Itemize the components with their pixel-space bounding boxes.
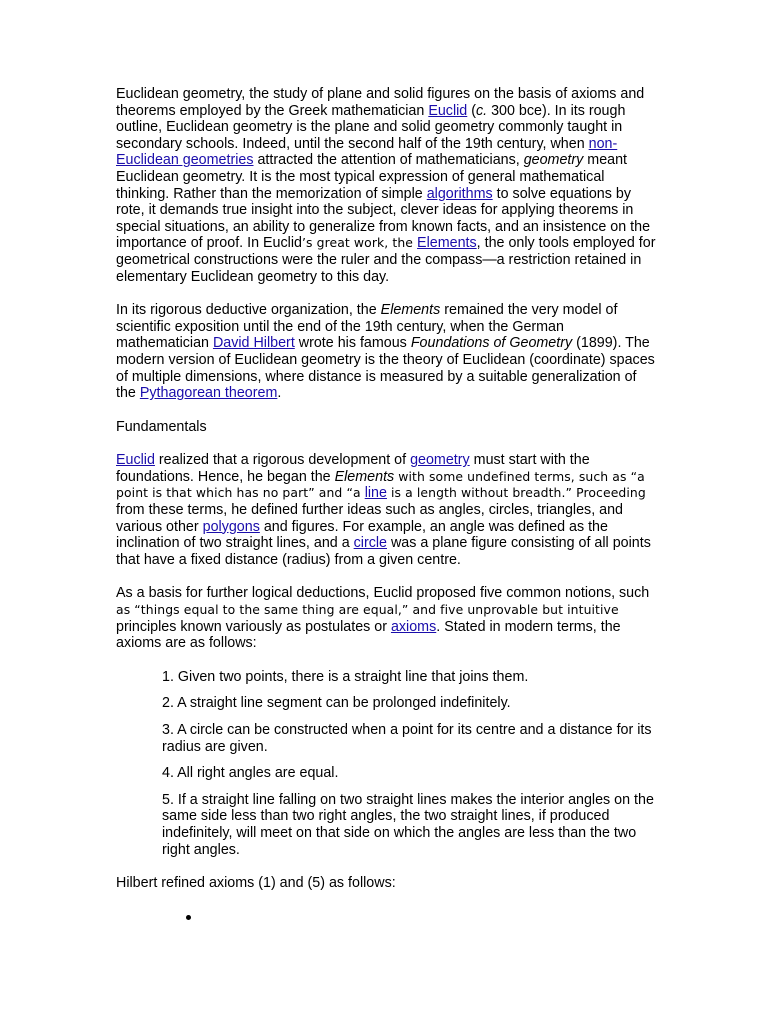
link-elements[interactable]: Elements (417, 235, 477, 252)
italic-geometry: geometry (523, 152, 584, 169)
text-run: ( (467, 102, 476, 119)
link-line[interactable]: line (364, 485, 387, 502)
italic-foundations-of-geometry: Foundations of Geometry (410, 335, 573, 352)
text-run: Euclidean geometry, the study of plane and solid figures on the basis of axioms and theorems employed by the Greek mathematician (116, 86, 645, 119)
text-run: and figures. For example, an angle was defined as the inclination of two straight lines, and a (116, 518, 608, 552)
bullet-icon (186, 915, 191, 920)
link-euclid[interactable]: Euclid (428, 102, 468, 119)
link-pythagorean-theorem[interactable]: Pythagorean theorem (139, 385, 278, 402)
link-axioms[interactable]: axioms (390, 618, 437, 635)
italic-circa: c. (476, 102, 488, 119)
link-david-hilbert[interactable]: David Hilbert (212, 335, 295, 352)
list-item: 5. If a straight line falling on two straight lines makes the interior angles on the same side less than two right angles, the two straight lines, if produced indefinitely, will meet on that side on which the angles are less than the two right angles. (162, 791, 654, 858)
text-run: wrote his famous (294, 335, 411, 352)
text-run: attracted the attention of mathematicians, (253, 152, 524, 169)
text-run: was a plane figure consisting of all points that have a fixed distance (radius) from a given centre. (116, 535, 651, 568)
text-run: . (277, 385, 282, 402)
text-run: from these terms, he defined further ideas such as angles, circles, triangles, and various other (116, 502, 624, 535)
text-run: As a basis for further logical deductions, Euclid proposed five common notions, such (116, 585, 650, 602)
document-body (116, 86, 656, 927)
text-run: , the only tools employed for geometrical constructions were the ruler and the compass—a restriction retained in elementary Euclidean geometry to this day. (116, 235, 656, 285)
section-heading-fundamentals: Fundamentals (116, 418, 207, 435)
italic-elements: Elements (380, 302, 441, 319)
text-run: ’s great work, the (301, 235, 418, 251)
intro-paragraph (116, 86, 656, 285)
list-item: 4. All right angles are equal. (162, 765, 339, 782)
text-run: to solve equations by rote, it demands true insight into the subject, clever ideas for applying theorems in special situations, an ability to generalize from known facts, and an insistence on the importance of proof. In Euclid (116, 185, 651, 252)
link-geometry[interactable]: geometry (410, 452, 470, 469)
text-run: meant Euclidean geometry. It is the most typical expression of general mathematical thinking. Rather than the memorization of simple (116, 152, 628, 202)
hilbert-paragraph: Hilbert refined axioms (1) and (5) as follows: (116, 875, 396, 892)
italic-elements: Elements (334, 468, 395, 485)
list-item (116, 909, 656, 927)
text-run: realized that a rigorous development of (154, 452, 411, 469)
link-non-euclidean-geometries[interactable]: non-Euclidean geometries (116, 135, 618, 169)
axiom-list (162, 669, 656, 858)
elements-paragraph (116, 302, 656, 402)
list-item: 3. A circle can be constructed when a point for its centre and a distance for its radius are given. (162, 722, 652, 755)
text-run: is a length without breadth.” Proceeding (386, 485, 646, 501)
link-euclid-2[interactable]: Euclid (116, 452, 155, 469)
text-run: 300 bce). In its rough outline, Euclidean geometry is the plane and solid geometry commonly taught in secondary schools. Indeed, until the second half of the 19th century, when (116, 102, 626, 152)
text-run: as “things equal to the same thing are equal,” and five unprovable but intuitive (116, 602, 619, 618)
text-run: remained the very model of scientific exposition until the end of the 19th century, when the German mathematician (116, 302, 618, 352)
list-item: 1. Given two points, there is a straight line that joins them. (162, 668, 529, 685)
link-circle[interactable]: circle (353, 535, 387, 552)
text-run: In its rigorous deductive organization, the (116, 302, 381, 319)
text-run: with some undefined terms, such as “a point is that which has no part” and “a (116, 468, 645, 501)
link-algorithms[interactable]: algorithms (426, 185, 493, 202)
axioms-intro-paragraph (116, 585, 656, 651)
text-run: . Stated in modern terms, the axioms are as follows: (116, 618, 621, 652)
link-polygons[interactable]: polygons (202, 518, 260, 535)
bullet-list (116, 909, 656, 927)
text-run: principles known variously as postulates or (116, 618, 391, 635)
text-run: (1899). The modern version of Euclidean geometry is the theory of Euclidean (coordinate) spaces of multiple dimensions, where distance is measured by a suitable generalization of the (116, 335, 655, 402)
text-run: must start with the foundations. Hence, he began the (116, 452, 590, 485)
list-item: 2. A straight line segment can be prolonged indefinitely. (162, 695, 511, 712)
fundamentals-paragraph (116, 452, 656, 568)
